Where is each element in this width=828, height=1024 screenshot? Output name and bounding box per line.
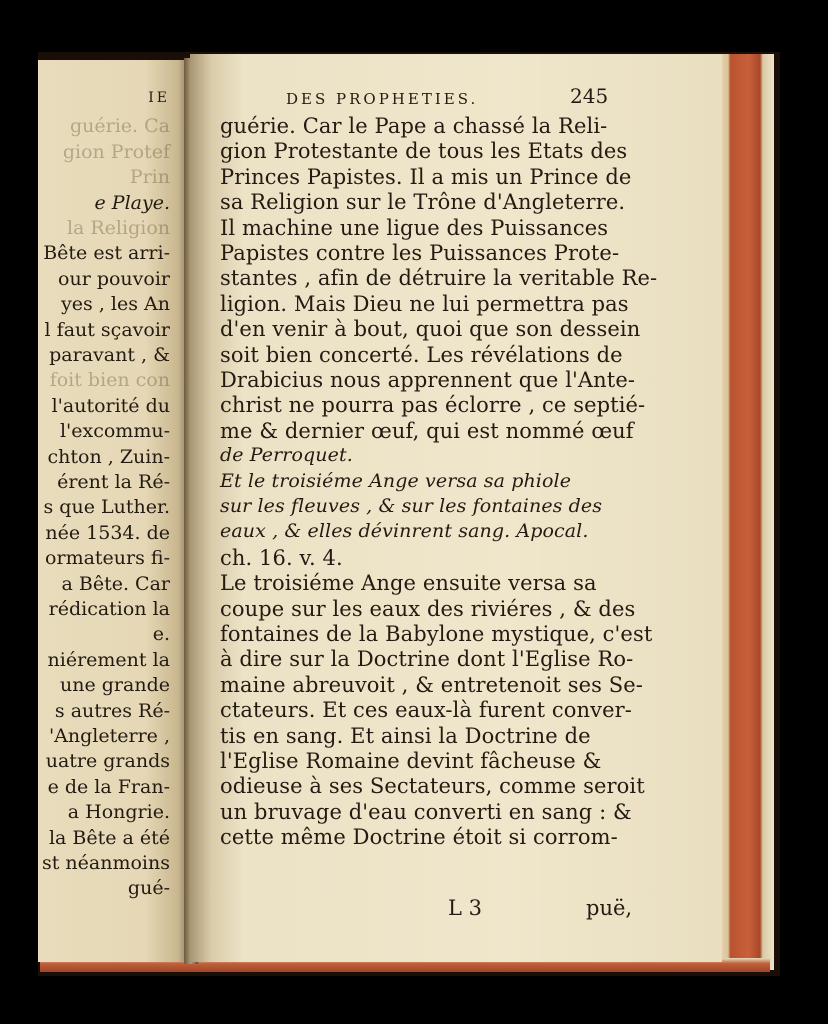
left-page-line: érent la Ré- xyxy=(57,471,170,493)
text-line: l'Eglise Romaine devint fâcheuse & xyxy=(220,749,602,773)
left-page-line: st néanmoins xyxy=(42,852,170,874)
left-page-line: uatre grands xyxy=(45,750,170,773)
left-page-line: la Religion xyxy=(66,217,170,239)
text-line: à dire sur la Doctrine dont l'Eglise Ro- xyxy=(220,647,634,672)
book-edge-right xyxy=(718,54,774,970)
left-page-line: 'Angleterre , xyxy=(48,725,170,747)
text-line: guérie. Car le Pape a chassé la Reli- xyxy=(220,114,608,138)
left-page-line: Bête est arri- xyxy=(43,242,170,265)
running-head: DES PROPHETIES. xyxy=(286,90,479,108)
left-page-line: s que Luther. xyxy=(43,496,170,519)
left-page-line: l'excommu- xyxy=(59,420,170,443)
text-line: ligion. Mais Dieu ne lui permettra pas xyxy=(220,291,629,316)
page-number: 245 xyxy=(570,84,609,108)
left-page-line: e de la Fran- xyxy=(47,775,170,798)
text-line: Et le troisiéme Ange versa sa phiole xyxy=(220,469,572,492)
text-line: ch. 16. v. 4. xyxy=(220,545,343,570)
left-page-line: ormateurs fi- xyxy=(45,547,170,570)
text-line: cette même Doctrine étoit si corrom- xyxy=(220,825,618,850)
left-page-line: née 1534. de xyxy=(45,521,170,544)
text-line: ctateurs. Et ces eaux-là furent conver- xyxy=(220,698,632,723)
right-page xyxy=(190,54,722,962)
text-line: Il machine une ligue des Puissances xyxy=(220,215,609,240)
left-page-line: a Hongrie. xyxy=(67,801,170,824)
left-page-line: gion Protef xyxy=(62,140,170,163)
left-page-line: guérie. Ca xyxy=(70,115,170,138)
signature-mark: L 3 xyxy=(448,896,482,920)
left-page-line: IE xyxy=(148,90,170,106)
text-line: Drabicius nous apprennent que l'Ante- xyxy=(220,368,636,392)
text-line: tis en sang. Et ainsi la Doctrine de xyxy=(220,723,591,748)
text-line: soit bien concerté. Les révélations de xyxy=(220,342,623,367)
text-line: de Perroquet. xyxy=(220,444,353,467)
left-page-line: l'autorité du xyxy=(51,394,170,417)
left-page-line: chton , Zuin- xyxy=(47,445,170,468)
text-line: eaux , & elles dévinrent sang. Apocal. xyxy=(220,520,589,543)
left-page-line: e. xyxy=(152,623,170,646)
text-line: d'en venir à bout, quoi que son dessein xyxy=(220,317,641,342)
left-page-line: our pouvoir xyxy=(58,267,170,290)
left-page-line: s autres Ré- xyxy=(54,699,170,722)
text-line: coupe sur les eaux des riviéres , & des xyxy=(220,596,636,621)
text-line: Papistes contre les Puissances Prote- xyxy=(220,241,620,265)
catchword: puë, xyxy=(586,896,633,920)
left-page-line: e Playe. xyxy=(94,191,170,214)
text-line: sur les fleuves , & sur les fontaines des xyxy=(220,495,603,517)
text-line: un bruvage d'eau converti en sang : & xyxy=(220,799,632,824)
text-line: stantes , afin de détruire la veritable Re- xyxy=(220,266,658,291)
left-page-line: Prin xyxy=(129,166,170,189)
left-page-line: yes , les An xyxy=(61,293,170,316)
left-page-line: rédication la xyxy=(48,598,170,620)
text-line: Le troisiéme Ange ensuite versa sa xyxy=(220,571,597,596)
left-page-line: gué- xyxy=(127,877,170,900)
left-page-line: l faut sçavoir xyxy=(44,318,170,341)
left-page-line: une grande xyxy=(60,674,170,697)
text-line: christ ne pourra pas éclorre , ce septié- xyxy=(220,393,646,418)
left-page-line: paravant , & xyxy=(49,344,170,366)
text-line: me & dernier œuf, qui est nommé œuf xyxy=(220,418,634,443)
text-line: sa Religion sur le Trône d'Angleterre. xyxy=(220,190,626,215)
text-line: Princes Papistes. Il a mis un Prince de xyxy=(220,164,632,189)
left-page xyxy=(38,60,190,962)
text-line: maine abreuvoit , & entretenoit ses Se- xyxy=(220,672,643,697)
left-page-line: a Bête. Car xyxy=(61,572,170,595)
text-line: fontaines de la Babylone mystique, c'est xyxy=(220,622,653,646)
left-page-line: niérement la xyxy=(47,648,170,671)
text-line: gion Protestante de tous les Etats des xyxy=(220,139,628,164)
text-line: odieuse à ses Sectateurs, comme seroit xyxy=(220,774,645,799)
left-page-line: foit bien con xyxy=(49,369,170,392)
left-page-line: la Bête a été xyxy=(48,826,170,849)
